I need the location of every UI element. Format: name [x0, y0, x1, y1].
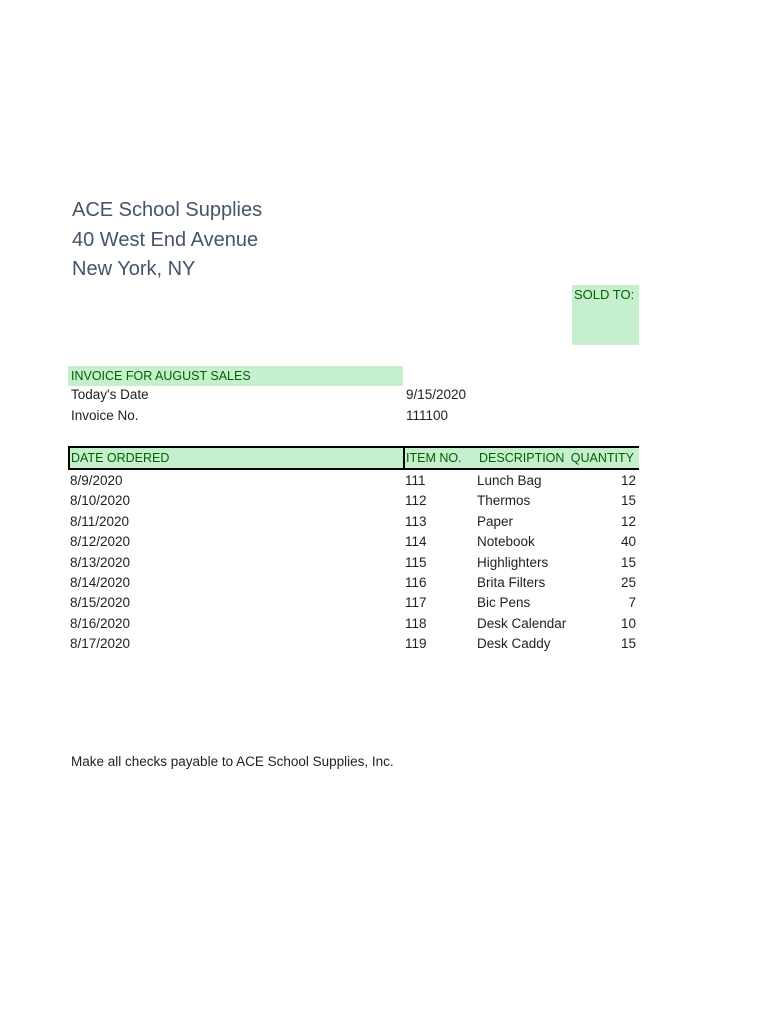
company-street: 40 West End Avenue [72, 228, 259, 251]
cell-quantity: 12 [620, 473, 636, 488]
cell-item-no: 112 [405, 493, 427, 509]
cell-quantity: 25 [620, 574, 636, 590]
cell-description: Thermos [477, 493, 531, 509]
sold-to-box [572, 285, 639, 345]
cell-quantity: 10 [620, 615, 636, 631]
cell-item-no: 114 [405, 534, 427, 550]
table-header-row [68, 446, 639, 470]
cell-item-no: 113 [405, 513, 427, 529]
table-row [68, 573, 639, 593]
table-row [68, 491, 639, 511]
cell-date-ordered: 8/16/2020 [70, 615, 131, 631]
sold-to-label: SOLD TO: [574, 287, 635, 302]
cell-quantity: 15 [620, 493, 636, 509]
cell-quantity: 15 [620, 636, 636, 652]
cell-date-ordered: 8/15/2020 [70, 595, 131, 611]
company-address-block [72, 196, 262, 285]
todays-date-label: Today's Date [71, 387, 149, 402]
cell-description: Desk Caddy [477, 636, 551, 652]
cell-description: Brita Filters [477, 574, 546, 590]
header-divider [403, 448, 405, 468]
cell-date-ordered: 8/10/2020 [70, 493, 131, 509]
invoice-number-label: Invoice No. [71, 408, 139, 423]
table-row [68, 593, 639, 613]
invoice-number-value: 111100 [406, 408, 449, 423]
cell-quantity: 7 [628, 595, 636, 611]
cell-description: Notebook [477, 534, 535, 550]
table-row [68, 634, 639, 654]
header-description: DESCRIPTION [479, 451, 565, 465]
table-row [68, 512, 639, 532]
cell-quantity: 12 [620, 513, 636, 529]
cell-description: Paper [477, 513, 514, 529]
cell-date-ordered: 8/9/2020 [70, 473, 123, 488]
items-table [68, 446, 639, 655]
company-name: ACE School Supplies [72, 199, 263, 221]
cell-item-no: 117 [405, 595, 427, 611]
cell-description: Highlighters [477, 554, 549, 570]
cell-item-no: 115 [405, 554, 427, 570]
cell-description: Bic Pens [477, 595, 531, 611]
cell-date-ordered: 8/12/2020 [70, 534, 131, 550]
cell-item-no: 111 [405, 473, 426, 488]
table-row [68, 532, 639, 552]
cell-date-ordered: 8/14/2020 [70, 574, 131, 590]
table-row [68, 553, 639, 573]
cell-quantity: 15 [620, 554, 636, 570]
cell-date-ordered: 8/13/2020 [70, 554, 131, 570]
table-row [68, 471, 639, 491]
cell-description: Desk Calendar [477, 615, 567, 631]
cell-description: Lunch Bag [477, 473, 542, 488]
company-city: New York, NY [72, 258, 196, 280]
header-date-ordered: DATE ORDERED [71, 451, 170, 465]
header-quantity: QUANTITY [570, 451, 634, 465]
cell-item-no: 119 [405, 636, 427, 652]
todays-date-value: 9/15/2020 [406, 387, 467, 402]
table-row [68, 614, 639, 634]
cell-date-ordered: 8/11/2020 [70, 513, 130, 529]
cell-item-no: 118 [405, 615, 427, 631]
cell-date-ordered: 8/17/2020 [70, 636, 131, 652]
header-item-no: ITEM NO. [406, 451, 462, 465]
cell-quantity: 40 [620, 534, 636, 550]
cell-item-no: 116 [405, 574, 427, 590]
invoice-title: INVOICE FOR AUGUST SALES [68, 366, 403, 386]
payment-note: Make all checks payable to ACE School Supplies, Inc. [71, 754, 394, 769]
